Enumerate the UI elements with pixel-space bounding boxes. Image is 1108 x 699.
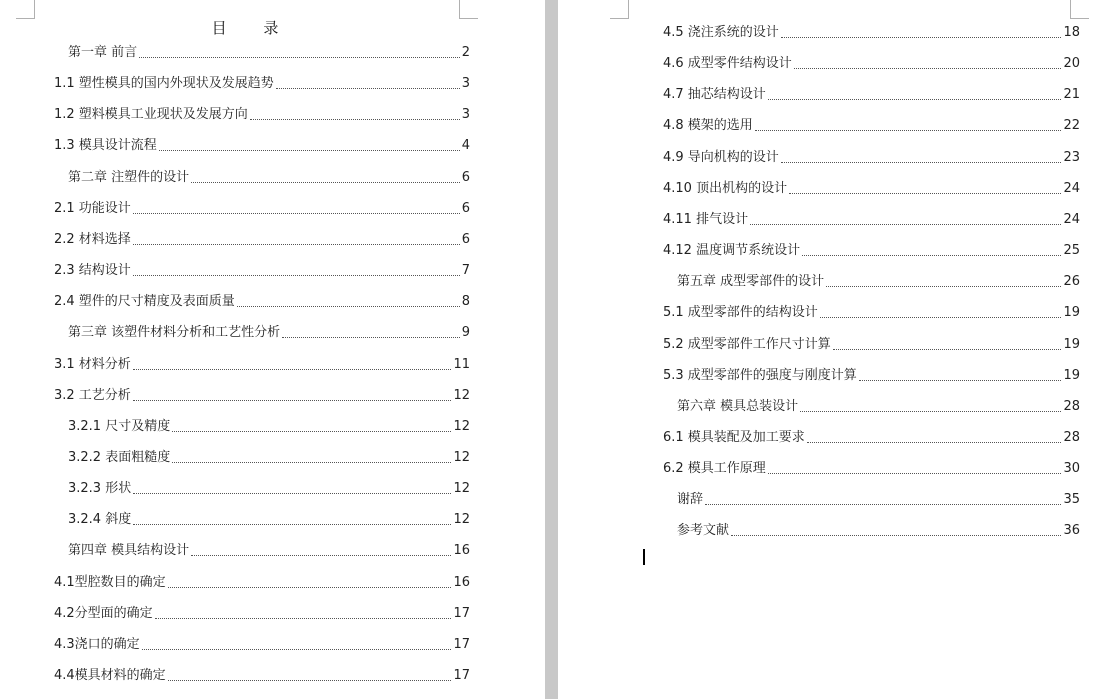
toc-page-number: 24	[1063, 180, 1080, 196]
toc-page-number: 23	[1063, 149, 1080, 165]
toc-entry-text: 5.1 成型零部件的结构设计	[663, 305, 818, 321]
dot-leader	[820, 317, 1062, 318]
toc-page-number: 12	[453, 512, 470, 528]
toc-page-number: 9	[461, 325, 470, 341]
toc-chapter-entry[interactable]	[677, 397, 1080, 417]
toc-page-number: 12	[453, 387, 470, 403]
toc-page-number: 3	[461, 107, 470, 123]
dot-leader	[800, 411, 1061, 412]
dot-leader	[168, 680, 452, 681]
toc-section-entry[interactable]	[663, 210, 1080, 230]
dot-leader	[172, 431, 451, 432]
dot-leader	[133, 244, 460, 245]
text-cursor[interactable]	[643, 549, 645, 565]
toc-page-number: 17	[453, 636, 470, 652]
toc-entry-text: 3.2.1 尺寸及精度	[68, 418, 171, 434]
toc-entry-text: 2.1 功能设计	[54, 200, 131, 216]
dot-leader	[191, 182, 460, 183]
toc-section-entry[interactable]	[663, 23, 1080, 43]
toc-chapter-entry[interactable]	[677, 490, 1080, 510]
toc-section-entry[interactable]	[54, 666, 470, 686]
toc-page-number: 3	[461, 76, 470, 92]
dot-leader	[794, 68, 1062, 69]
toc-page-number: 12	[453, 418, 470, 434]
dot-leader	[237, 306, 460, 307]
dot-leader	[250, 119, 460, 120]
dot-leader	[133, 400, 452, 401]
dot-leader	[781, 162, 1062, 163]
toc-section-entry[interactable]	[54, 74, 470, 94]
toc-entry-text: 第三章 该塑件材料分析和工艺性分析	[68, 325, 281, 341]
toc-page-number: 28	[1063, 398, 1080, 414]
dot-leader	[705, 504, 1061, 505]
toc-section-entry[interactable]	[54, 355, 470, 375]
toc-page-number: 17	[453, 605, 470, 621]
toc-page-number: 18	[1063, 25, 1080, 40]
toc-section-entry[interactable]	[68, 448, 470, 468]
dot-leader	[789, 193, 1061, 194]
toc-page-number: 11	[453, 356, 470, 372]
toc-entry-text: 4.10 顶出机构的设计	[663, 180, 788, 196]
toc-section-entry[interactable]	[663, 54, 1080, 74]
toc-page-number: 12	[453, 481, 470, 497]
document-page-right	[558, 0, 1108, 699]
dot-leader	[802, 255, 1061, 256]
page-corner-mark	[610, 0, 629, 19]
toc-entry-text: 谢辞	[677, 492, 704, 508]
dot-leader	[172, 462, 451, 463]
toc-entry-text: 4.8 模架的选用	[663, 118, 753, 134]
toc-entry-text: 参考文献	[677, 523, 730, 539]
toc-entry-text: 4.3浇口的确定	[54, 636, 140, 652]
toc-section-entry[interactable]	[68, 417, 470, 437]
toc-entry-text: 5.3 成型零部件的强度与刚度计算	[663, 367, 857, 383]
dot-leader	[807, 442, 1062, 443]
toc-chapter-entry[interactable]	[68, 541, 470, 561]
toc-page-number: 6	[461, 169, 470, 185]
toc-entry-text: 4.6 成型零件结构设计	[663, 56, 792, 72]
toc-section-entry[interactable]	[663, 428, 1080, 448]
toc-section-entry[interactable]	[54, 604, 470, 624]
toc-section-entry[interactable]	[54, 635, 470, 655]
dot-leader	[768, 473, 1062, 474]
dot-leader	[755, 130, 1062, 131]
toc-section-entry[interactable]	[663, 85, 1080, 105]
toc-section-entry[interactable]	[663, 148, 1080, 168]
toc-entry-text: 4.11 排气设计	[663, 211, 749, 227]
dot-leader	[142, 649, 452, 650]
toc-page-number: 2	[461, 45, 470, 60]
toc-page-number: 24	[1063, 211, 1080, 227]
toc-chapter-entry[interactable]	[68, 323, 470, 343]
dot-leader	[731, 535, 1061, 536]
toc-entry-text: 4.12 温度调节系统设计	[663, 243, 801, 259]
toc-section-entry[interactable]	[663, 241, 1080, 261]
toc-section-entry[interactable]	[68, 510, 470, 530]
toc-entry-text: 3.2.3 形状	[68, 481, 132, 497]
dot-leader	[781, 37, 1062, 38]
toc-section-entry[interactable]	[54, 105, 470, 125]
toc-section-entry[interactable]	[663, 459, 1080, 479]
dot-leader	[139, 57, 460, 58]
toc-entry-text: 4.9 导向机构的设计	[663, 149, 779, 165]
dot-leader	[859, 380, 1062, 381]
dot-leader	[133, 493, 451, 494]
toc-page-number: 8	[461, 294, 470, 310]
toc-entry-text: 4.7 抽芯结构设计	[663, 87, 766, 103]
toc-page-number: 19	[1063, 305, 1080, 321]
toc-section-entry[interactable]	[663, 116, 1080, 136]
toc-page-number: 28	[1063, 429, 1080, 445]
toc-page-number: 25	[1063, 243, 1080, 259]
dot-leader	[133, 275, 460, 276]
dot-leader	[155, 618, 452, 619]
toc-page-number: 7	[461, 263, 470, 279]
toc-page-number: 12	[453, 449, 470, 465]
toc-page-number: 17	[453, 668, 470, 683]
toc-entry-text: 6.1 模具装配及加工要求	[663, 429, 805, 445]
dot-leader	[826, 286, 1061, 287]
toc-entry-text: 3.2.4 斜度	[68, 512, 132, 528]
toc-entry-text: 2.3 结构设计	[54, 263, 131, 279]
toc-entry-text: 第四章 模具结构设计	[68, 543, 190, 559]
toc-page-number: 22	[1063, 118, 1080, 134]
toc-section-entry[interactable]	[54, 573, 470, 593]
toc-entry-text: 4.5 浇注系统的设计	[663, 25, 779, 40]
toc-chapter-entry[interactable]	[68, 43, 470, 63]
toc-page-number: 16	[453, 543, 470, 559]
toc-entry-text: 3.1 材料分析	[54, 356, 131, 372]
toc-entry-text: 1.1 塑性模具的国内外现状及发展趋势	[54, 76, 274, 92]
toc-page-number: 4	[461, 138, 470, 154]
toc-page-number: 35	[1063, 492, 1080, 508]
toc-entry-text: 1.2 塑料模具工业现状及发展方向	[54, 107, 248, 123]
toc-entry-text: 2.2 材料选择	[54, 231, 131, 247]
toc-entry-text: 第五章 成型零部件的设计	[677, 274, 825, 290]
dot-leader	[159, 150, 460, 151]
toc-entry-text: 3.2 工艺分析	[54, 387, 131, 403]
toc-page-number: 36	[1063, 523, 1080, 539]
toc-section-entry[interactable]	[54, 386, 470, 406]
toc-entry-text: 第二章 注塑件的设计	[68, 169, 190, 185]
toc-page-number: 16	[453, 574, 470, 590]
toc-entry-text: 3.2.2 表面粗糙度	[68, 449, 171, 465]
toc-section-entry[interactable]	[663, 366, 1080, 386]
dot-leader	[768, 99, 1062, 100]
toc-section-entry[interactable]	[68, 479, 470, 499]
toc-entry-text: 1.3 模具设计流程	[54, 138, 157, 154]
toc-entry-text: 第六章 模具总装设计	[677, 398, 799, 414]
toc-page-number: 19	[1063, 336, 1080, 352]
dot-leader	[168, 587, 452, 588]
toc-entry-text: 5.2 成型零部件工作尺寸计算	[663, 336, 831, 352]
dot-leader	[282, 337, 460, 338]
toc-entry-text: 6.2 模具工作原理	[663, 461, 766, 477]
toc-title: 目 录	[211, 19, 295, 37]
toc-section-entry[interactable]	[54, 292, 470, 312]
toc-page-number: 19	[1063, 367, 1080, 383]
document-page-left	[0, 0, 545, 699]
page-gutter	[545, 0, 558, 699]
dot-leader	[833, 349, 1062, 350]
toc-page-number: 6	[461, 200, 470, 216]
toc-page-number: 6	[461, 231, 470, 247]
toc-section-entry[interactable]	[54, 261, 470, 281]
dot-leader	[276, 88, 460, 89]
toc-section-entry[interactable]	[663, 179, 1080, 199]
toc-page-number: 26	[1063, 274, 1080, 290]
toc-section-entry[interactable]	[54, 199, 470, 219]
toc-page-number: 21	[1063, 87, 1080, 103]
toc-entry-text: 第一章 前言	[68, 45, 138, 60]
toc-entry-text: 4.4模具材料的确定	[54, 668, 166, 683]
toc-chapter-entry[interactable]	[677, 272, 1080, 292]
dot-leader	[133, 213, 460, 214]
toc-entry-text: 4.1型腔数目的确定	[54, 574, 166, 590]
toc-section-entry[interactable]	[663, 303, 1080, 323]
page-corner-mark	[1070, 0, 1089, 19]
toc-page-number: 30	[1063, 461, 1080, 477]
dot-leader	[133, 524, 451, 525]
toc-entry-text: 4.2分型面的确定	[54, 605, 153, 621]
dot-leader	[750, 224, 1061, 225]
toc-entry-text: 2.4 塑件的尺寸精度及表面质量	[54, 294, 235, 310]
dot-leader	[133, 369, 452, 370]
toc-page-number: 20	[1063, 56, 1080, 72]
toc-section-entry[interactable]	[54, 136, 470, 156]
toc-section-entry[interactable]	[663, 335, 1080, 355]
dot-leader	[191, 555, 451, 556]
toc-section-entry[interactable]	[54, 230, 470, 250]
toc-chapter-entry[interactable]	[677, 521, 1080, 541]
toc-chapter-entry[interactable]	[68, 168, 470, 188]
